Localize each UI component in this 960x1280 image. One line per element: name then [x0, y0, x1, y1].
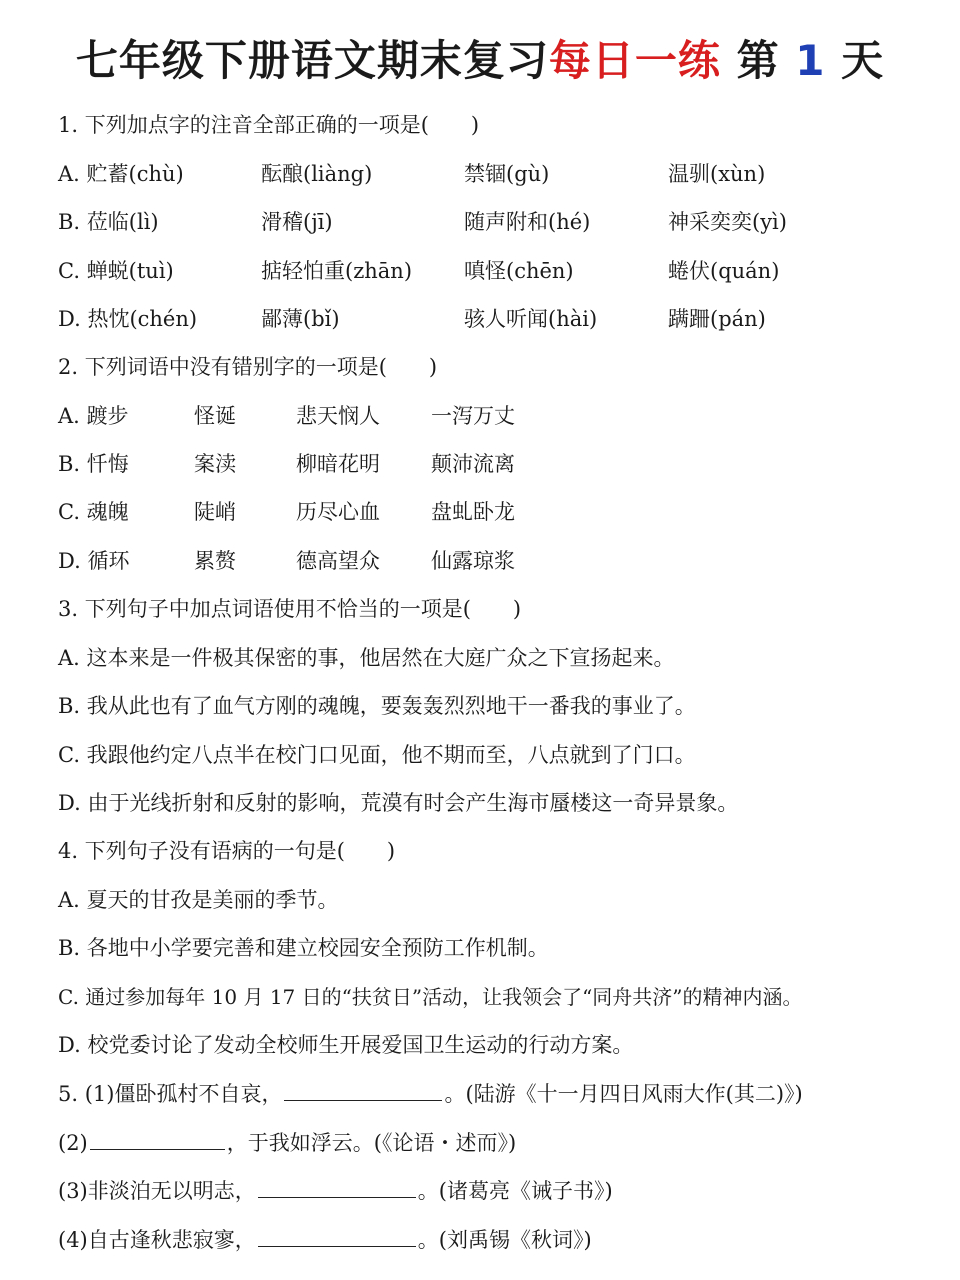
- q1-b-4: 神采奕奕(yì): [668, 210, 787, 234]
- q1-row-b: [58, 207, 918, 237]
- q1-d-2: 鄙薄(bǐ): [261, 307, 340, 331]
- q4-option-d: D. 校党委讨论了发动全校师生开展爱国卫生运动的行动方案。: [58, 1033, 634, 1057]
- q2-c-1: C. 魂魄: [58, 500, 129, 524]
- q5-2-source: ，于我如浮云。(《论语・述而》): [226, 1131, 517, 1155]
- q1-row-d: [58, 304, 918, 334]
- q4-option-c: C. 通过参加每年 10 月 17 日的“扶贫日”活动，让我领会了“同舟共济”的精神内涵。: [58, 985, 803, 1009]
- q1-b-2: 滑稽(jī): [261, 210, 333, 234]
- q1-c-4: 蜷伏(quán): [668, 259, 780, 283]
- q2-b-1: B. 忏悔: [58, 452, 129, 476]
- q5-3-prompt: (3)非淡泊无以明志，: [58, 1179, 256, 1203]
- q5-line-4: [58, 1224, 592, 1255]
- q2-stem: 2. 下列词语中没有错别字的一项是( ): [58, 355, 438, 379]
- q5-1-answer-blank[interactable]: [284, 1078, 442, 1101]
- q5-line-3: [58, 1175, 613, 1206]
- page-title: [0, 28, 960, 88]
- q2-a-1: A. 踱步: [58, 404, 129, 428]
- q2-b-2: 案渎: [194, 452, 236, 476]
- q3-option-d: D. 由于光线折射和反射的影响，荒漠有时会产生海市蜃楼这一奇异景象。: [58, 791, 739, 815]
- q1-b-1: B. 莅临(lì): [58, 210, 159, 234]
- q1-c-3: 嗔怪(chēn): [464, 259, 574, 283]
- q2-row-a: [58, 401, 758, 431]
- q5-4-source: 。(刘禹锡《秋词》): [417, 1228, 592, 1252]
- title-day-prefix: 第: [736, 36, 780, 85]
- title-day-number: 1: [795, 36, 826, 85]
- q4-option-b: B. 各地中小学要完善和建立校园安全预防工作机制。: [58, 936, 549, 960]
- q5-line-2: [58, 1127, 516, 1158]
- q2-d-2: 累赘: [194, 549, 236, 573]
- q5-1-source: 。(陆游《十一月四日风雨大作(其二)》): [444, 1082, 803, 1106]
- q1-row-a: [58, 159, 918, 189]
- q2-d-3: 德高望众: [296, 549, 380, 573]
- q3-option-a: A. 这本来是一件极其保密的事，他居然在大庭广众之下宣扬起来。: [58, 646, 675, 670]
- q1-d-3: 骇人听闻(hài): [464, 307, 598, 331]
- q5-4-answer-blank[interactable]: [258, 1224, 416, 1247]
- q2-d-4: 仙露琼浆: [431, 549, 515, 573]
- q3-option-c: C. 我跟他约定八点半在校门口见面，他不期而至，八点就到了门口。: [58, 743, 696, 767]
- q4-option-a: A. 夏天的甘孜是美丽的季节。: [58, 888, 339, 912]
- q2-b-4: 颠沛流离: [431, 452, 515, 476]
- title-day-suffix: 天: [841, 36, 885, 85]
- q2-row-d: [58, 546, 758, 576]
- q2-a-2: 怪诞: [194, 404, 236, 428]
- q3-stem: 3. 下列句子中加点词语使用不恰当的一项是( ): [58, 597, 522, 621]
- q1-a-1: A. 贮蓄(chù): [58, 162, 184, 186]
- q1-b-3: 随声附和(hé): [464, 210, 591, 234]
- q5-3-source: 。(诸葛亮《诫子书》): [417, 1179, 613, 1203]
- q5-2-prompt: (2): [58, 1131, 88, 1155]
- q2-row-b: [58, 449, 758, 479]
- q1-a-2: 酝酿(liàng): [261, 162, 373, 186]
- q1-d-4: 蹒跚(pán): [668, 307, 766, 331]
- q2-c-4: 盘虬卧龙: [431, 500, 515, 524]
- q2-d-1: D. 循环: [58, 549, 130, 573]
- q1-row-c: [58, 256, 918, 286]
- q3-option-b: B. 我从此也有了血气方刚的魂魄，要轰轰烈烈地干一番我的事业了。: [58, 694, 696, 718]
- q2-b-3: 柳暗花明: [296, 452, 380, 476]
- q2-a-4: 一泻万丈: [431, 404, 515, 428]
- q1-a-3: 禁锢(gù): [464, 162, 550, 186]
- q5-3-answer-blank[interactable]: [258, 1175, 416, 1198]
- title-main: 七年级下册语文期末复习: [75, 36, 549, 85]
- q2-c-2: 陡峭: [194, 500, 236, 524]
- q1-stem: 1. 下列加点字的注音全部正确的一项是( ): [58, 113, 480, 137]
- q1-c-2: 掂轻怕重(zhān): [261, 259, 413, 283]
- q5-line-1: [58, 1078, 803, 1109]
- q4-stem: 4. 下列句子没有语病的一句是( ): [58, 839, 396, 863]
- q1-d-1: D. 热忱(chén): [58, 307, 198, 331]
- q5-1-prompt: 5. (1)僵卧孤村不自哀，: [58, 1082, 283, 1106]
- q1-c-1: C. 蝉蜕(tuì): [58, 259, 174, 283]
- q1-a-4: 温驯(xùn): [668, 162, 766, 186]
- q2-c-3: 历尽心血: [296, 500, 380, 524]
- q2-a-3: 悲天悯人: [296, 404, 380, 428]
- title-daily-practice: 每日一练: [548, 36, 721, 85]
- q5-4-prompt: (4)自古逢秋悲寂寥，: [58, 1228, 256, 1252]
- q5-2-answer-blank[interactable]: [90, 1127, 225, 1150]
- q2-row-c: [58, 497, 758, 527]
